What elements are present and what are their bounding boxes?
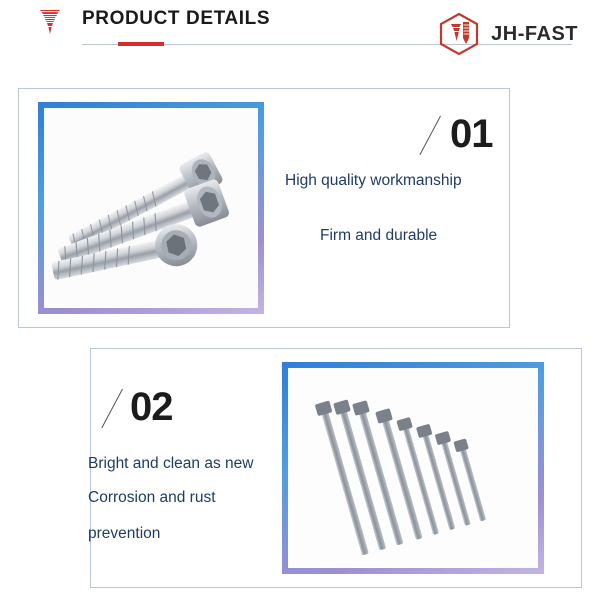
section-2-caption-line-2: Corrosion and rust xyxy=(88,489,216,506)
brand-logo xyxy=(437,12,578,56)
section-number-1: 01 xyxy=(450,112,493,156)
page-header xyxy=(0,0,600,72)
page-title: PRODUCT DETAILS xyxy=(82,8,271,29)
hexagon-screw-brand-icon xyxy=(437,12,481,56)
product-photo-1 xyxy=(38,102,264,314)
section-number-2: 02 xyxy=(130,385,173,429)
product-photo-2 xyxy=(282,362,544,574)
section-2-caption-line-1: Bright and clean as new xyxy=(88,455,254,472)
brand-name: JH-FAST xyxy=(491,22,578,45)
section-2-caption-line-3: prevention xyxy=(88,525,161,542)
section-1-caption-line-2: Firm and durable xyxy=(320,227,438,244)
screw-logo-icon xyxy=(36,8,66,38)
section-1-caption-line-1: High quality workmanship xyxy=(285,172,462,189)
title-accent-bar xyxy=(118,42,164,46)
